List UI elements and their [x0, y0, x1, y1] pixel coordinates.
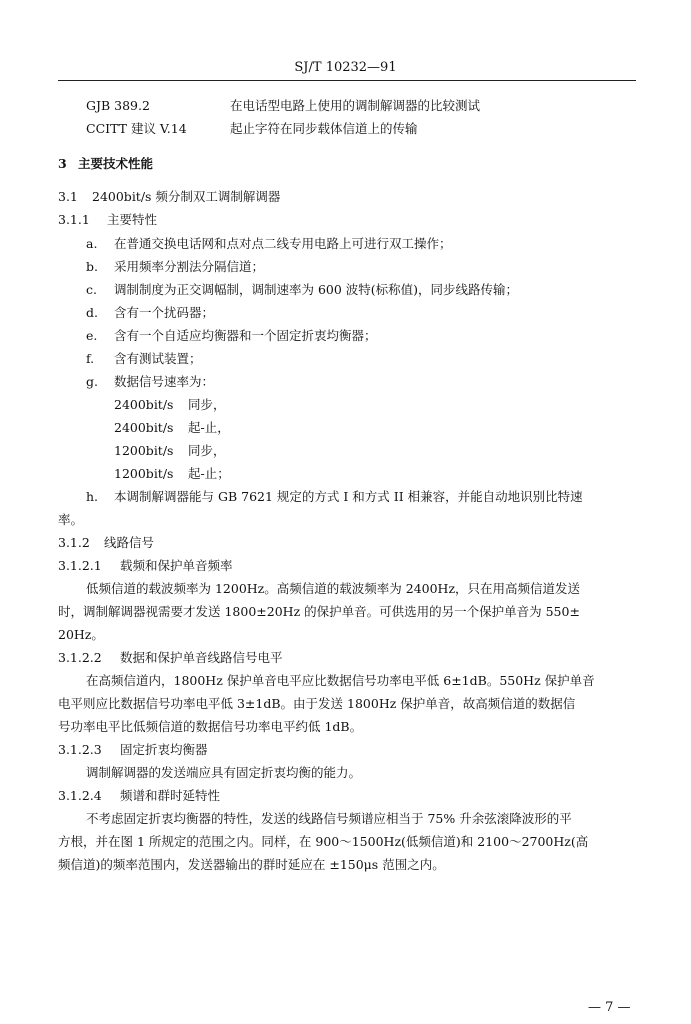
- paragraph-line: 电平则应比数据信号功率电平低 3±1dB。由于发送 1800Hz 保护单音，故高频信道的数据信: [58, 696, 576, 711]
- paragraph-line: 时，调制解调器视需要才发送 1800±20Hz 的保护单音。可供选用的另一个保护单音为 550±: [58, 604, 580, 619]
- paragraph-line: 号功率电平比低频信道的数据信号功率电平约低 1dB。: [58, 719, 363, 734]
- section-number: 3.1.1: [58, 212, 90, 227]
- list-marker: c.: [86, 282, 97, 297]
- paragraph-line: 20Hz。: [58, 627, 104, 642]
- section-number: 3.1: [58, 189, 78, 204]
- list-item: 在普通交换电话网和点对点二线专用电路上可进行双工操作；: [114, 236, 452, 251]
- rate-value: 2400bit/s: [114, 420, 174, 435]
- paragraph-line: 在高频信道内，1800Hz 保护单音电平应比数据信号功率电平低 6±1dB。550Hz 保护单音: [86, 673, 595, 688]
- section-number: 3: [58, 156, 67, 171]
- ref-title: 在电话型电路上使用的调制解调器的比较测试: [230, 98, 481, 113]
- section-title: 数据和保护单音线路信号电平: [120, 650, 283, 665]
- list-item: 含有一个扰码器；: [114, 305, 215, 320]
- list-item: 本调制解调器能与 GB 7621 规定的方式 I 和方式 II 相兼容，并能自动地识别比特速: [114, 489, 583, 504]
- list-item: 含有一个自适应均衡器和一个固定折衷均衡器；: [114, 328, 377, 343]
- header-rule: [58, 80, 636, 81]
- paragraph-line: 低频信道的载波频率为 1200Hz。高频信道的载波频率为 2400Hz，只在用高频信道发送: [86, 581, 581, 596]
- list-marker: h.: [86, 489, 99, 504]
- section-number: 3.1.2.2: [58, 650, 102, 665]
- doc-number: SJ/T 10232—91: [294, 60, 397, 75]
- rate-mode: 起-止，: [188, 420, 230, 435]
- list-item: 调制制度为正交调幅制，调制速率为 600 波特(标称值)，同步线路传输；: [114, 282, 519, 297]
- ref-code: CCITT 建议 V.14: [86, 121, 187, 136]
- section-number: 3.1.2.1: [58, 558, 102, 573]
- page-number: — 7 —: [588, 1000, 631, 1015]
- section-title: 主要技术性能: [78, 156, 154, 171]
- ref-code: GJB 389.2: [86, 98, 150, 113]
- section-title: 固定折衷均衡器: [120, 742, 208, 757]
- list-item-continuation: 率。: [58, 512, 84, 527]
- section-number: 3.1.2: [58, 535, 90, 550]
- section-title: 线路信号: [104, 535, 155, 550]
- rate-mode: 同步，: [188, 443, 226, 458]
- list-item: 含有测试装置；: [114, 351, 202, 366]
- section-title: 载频和保护单音频率: [120, 558, 233, 573]
- list-marker: e.: [86, 328, 98, 343]
- rate-mode: 起-止；: [188, 466, 230, 481]
- list-marker: g.: [86, 374, 98, 389]
- section-number: 3.1.2.4: [58, 788, 102, 803]
- rate-value: 1200bit/s: [114, 443, 174, 458]
- list-marker: b.: [86, 259, 98, 274]
- paragraph-line: 方根，并在图 1 所规定的范围之内。同样，在 900～1500Hz(低频信道)和 2100～2700Hz(高: [58, 834, 589, 849]
- rate-value: 2400bit/s: [114, 397, 174, 412]
- rate-mode: 同步，: [188, 397, 226, 412]
- list-item: 采用频率分割法分隔信道；: [114, 259, 265, 274]
- section-title: 频谱和群时延特性: [120, 788, 221, 803]
- paragraph-line: 调制解调器的发送端应具有固定折衷均衡的能力。: [86, 765, 362, 780]
- rate-value: 1200bit/s: [114, 466, 174, 481]
- ref-title: 起止字符在同步载体信道上的传输: [230, 121, 418, 136]
- section-title: 2400bit/s 频分制双工调制解调器: [92, 189, 281, 204]
- paragraph-line: 不考虑固定折衷均衡器的特性，发送的线路信号频谱应相当于 75% 升余弦滚降波形的平: [86, 811, 572, 826]
- section-title: 主要特性: [107, 212, 158, 227]
- list-marker: f.: [86, 351, 95, 366]
- list-item: 数据信号速率为：: [114, 374, 215, 389]
- list-marker: d.: [86, 305, 98, 320]
- list-marker: a.: [86, 236, 98, 251]
- section-number: 3.1.2.3: [58, 742, 102, 757]
- paragraph-line: 频信道)的频率范围内，发送器输出的群时延应在 ±150μs 范围之内。: [58, 857, 445, 872]
